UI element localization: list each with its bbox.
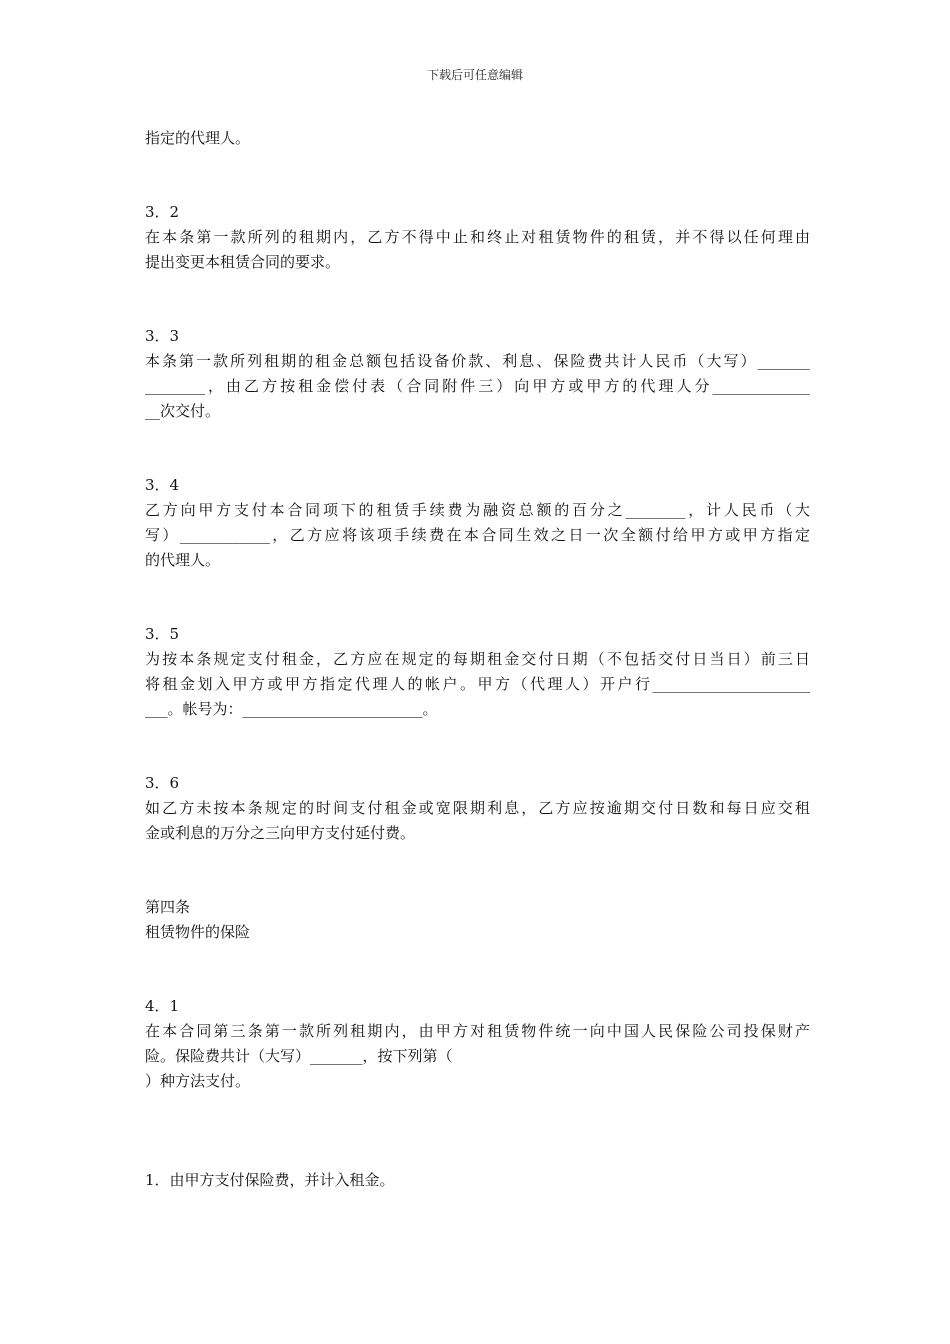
text-line: ）种方法支付。 xyxy=(145,1072,251,1090)
text-line: 在本条第一款所列的租期内，乙方不得中止和终止对租赁物件的租赁，并不得以任何理由 xyxy=(145,228,810,246)
text-line: 提出变更本租赁合同的要求。 xyxy=(145,253,341,271)
clause-number: 3．6 xyxy=(145,774,180,792)
article-heading: 第四条 xyxy=(145,898,191,916)
article-title: 租赁物件的保险 xyxy=(145,923,251,941)
text-line: 乙方向甲方支付本合同项下的租赁手续费为融资总额的百分之________，计人民币（大 xyxy=(145,501,810,519)
text-line: 写）____________，乙方应将该项手续费在本合同生效之日一次全额付给甲方或甲方指定 xyxy=(145,526,810,544)
text-line: 如乙方未按本条规定的时间支付租金或宽限期利息，乙方应按逾期交付日数和每日应交租 xyxy=(145,799,810,817)
text-line: 在本合同第三条第一款所列租期内，由甲方对租赁物件统一向中国人民保险公司投保财产 xyxy=(145,1022,810,1040)
text-line: ___。帐号为：________________________。 xyxy=(145,700,438,718)
text-line: ________，由乙方按租金偿付表（合同附件三）向甲方或甲方的代理人分_____________ xyxy=(145,377,810,395)
text-line: 指定的代理人。 xyxy=(145,129,251,147)
text-line: 金或利息的万分之三向甲方支付延付费。 xyxy=(145,824,416,842)
text-line: 的代理人。 xyxy=(145,551,221,569)
text-line: 为按本条规定支付租金，乙方应在规定的每期租金交付日期（不包括交付日当日）前三日 xyxy=(145,650,810,668)
text-line: 本条第一款所列租期的租金总额包括设备价款、利息、保险费共计人民币（大写）_______ xyxy=(145,352,810,370)
text-line: __次交付。 xyxy=(145,402,221,420)
text-line: 将租金划入甲方或甲方指定代理人的帐户。甲方（代理人）开户行_____________________ xyxy=(145,675,810,693)
clause-number: 4．1 xyxy=(145,997,180,1015)
clause-number: 3．2 xyxy=(145,203,180,221)
clause-number: 3．4 xyxy=(145,476,180,494)
clause-number: 3．3 xyxy=(145,327,180,345)
list-item: 1．由甲方支付保险费，并计入租金。 xyxy=(145,1171,395,1189)
clause-number: 3．5 xyxy=(145,625,180,643)
page-header: 下载后可任意编辑 xyxy=(426,68,523,82)
text-line: 险。保险费共计（大写）_______，按下列第（ xyxy=(145,1047,453,1065)
